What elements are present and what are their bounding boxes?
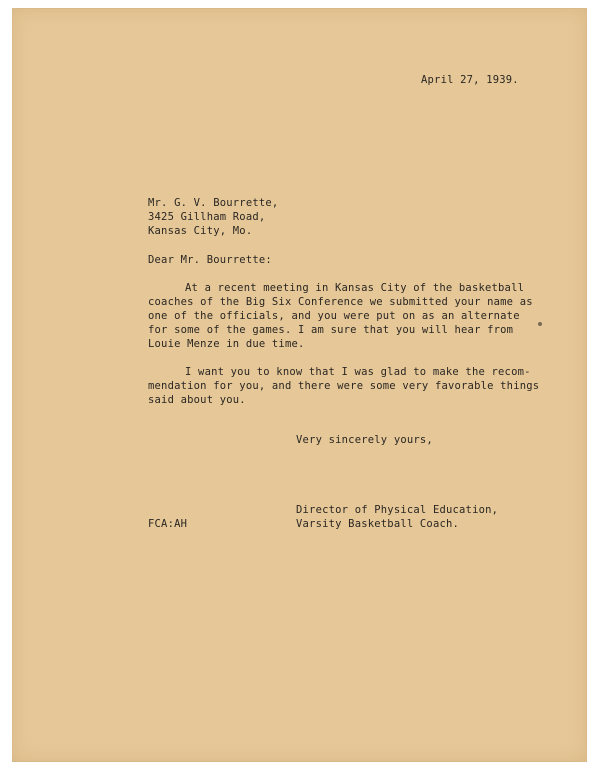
reference-initials: FCA:AH [148, 518, 188, 530]
letter-date: April 27, 1939. [421, 74, 519, 86]
paragraph-1-line-5: Louie Menze in due time. [148, 338, 305, 350]
letter-page [12, 8, 587, 762]
paragraph-1-line-1: At a recent meeting in Kansas City of the basketball [185, 282, 525, 294]
paragraph-1-line-3: one of the officials, and you were put on as an alternate [148, 310, 520, 322]
paragraph-1-line-2: coaches of the Big Six Conference we submitted your name as [148, 296, 533, 308]
paragraph-2-line-1: I want you to know that I was glad to make the recom- [185, 366, 531, 378]
recipient-address-line-3: Kansas City, Mo. [148, 225, 253, 237]
paper-speck [538, 322, 542, 326]
recipient-address-line-2: 3425 Gillham Road, [148, 211, 266, 223]
signer-title-line-2: Varsity Basketball Coach. [296, 518, 460, 530]
paragraph-2-line-3: said about you. [148, 394, 246, 406]
recipient-address-line-1: Mr. G. V. Bourrette, [148, 197, 279, 209]
closing: Very sincerely yours, [296, 434, 433, 446]
paragraph-2-line-2: mendation for you, and there were some very favorable things [148, 380, 540, 392]
signer-title-line-1: Director of Physical Education, [296, 504, 499, 516]
paragraph-1-line-4: for some of the games. I am sure that you will hear from [148, 324, 514, 336]
salutation: Dear Mr. Bourrette: [148, 254, 272, 266]
